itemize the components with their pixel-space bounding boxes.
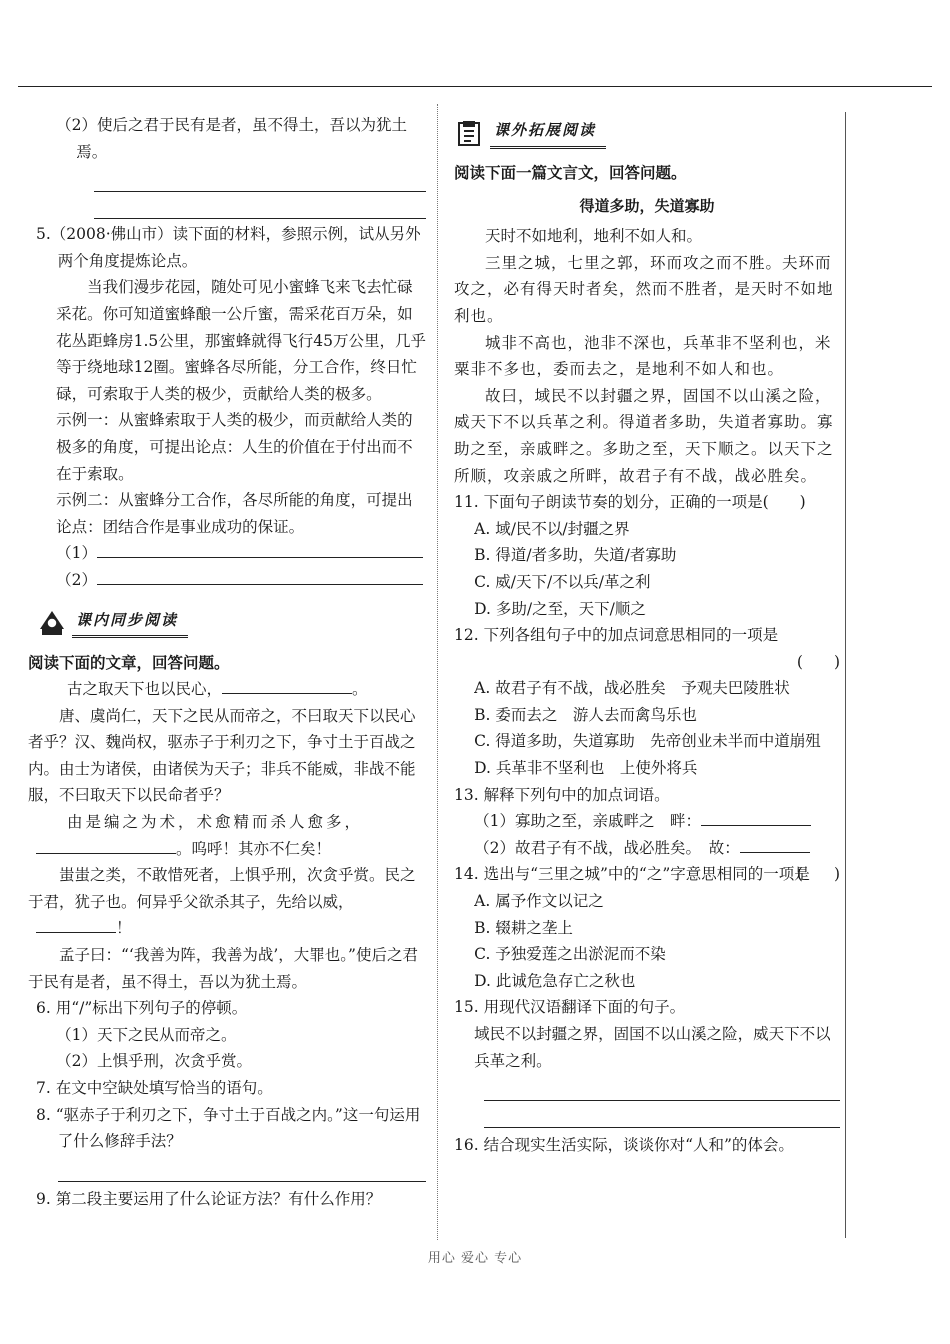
section-header-extended [454, 110, 840, 156]
passage-para-3b: 。呜呼！其亦不仁矣！ [36, 836, 426, 863]
passage-para-3a: 由是编之为术，术愈精而杀人愈多， [67, 813, 364, 832]
q11-option-d[interactable]: D. 多助/之至，天下/顺之 [474, 599, 646, 618]
fill-blank[interactable] [222, 676, 352, 694]
q11-option-c[interactable]: C. 威/天下/不以兵/革之利 [474, 572, 651, 591]
q14-answer-paren[interactable]: ( ) [796, 865, 840, 884]
q13-item-1: （1）寡助之至，亲戚畔之 畔： [454, 808, 840, 835]
answer-blank[interactable] [701, 808, 811, 826]
fill-blank[interactable] [36, 836, 176, 854]
q5-answer-1[interactable] [36, 540, 426, 567]
q5-example-1: 示例一：从蜜蜂索取于人类的极少，而贡献给人类的极多的角度，可提出论点：人生的价值在于付出而不在于索取。 [56, 411, 413, 483]
question-14: 14. 选出与“三里之城”中的“之”字意思相同的一项是 ( ) [454, 861, 840, 888]
question-16: 16. 结合现实生活实际，谈谈你对“人和”的体会。 [454, 1136, 794, 1155]
question-11: 11. 下面句子朗读节奏的划分，正确的一项是( ) [454, 493, 806, 512]
page-footer: 用心 爱心 专心 [427, 1251, 523, 1266]
q12-option-c[interactable]: C. 得道多助，失道寡助 先帝创业未半而中道崩殂 [474, 732, 821, 751]
question-5: 5.（2008·佛山市）读下面的材料，参照示例，试从另外两个角度提炼论点。 [36, 225, 421, 270]
question-9: 9. 第二段主要运用了什么论证方法？有什么作用？ [36, 1189, 382, 1208]
q12-option-d[interactable]: D. 兵革非不坚利也 上使外将兵 [474, 759, 698, 778]
answer-line[interactable] [484, 1074, 840, 1101]
q11-option-a[interactable]: A. 域/民不以/封疆之界 [474, 519, 630, 538]
question-13: 13. 解释下列句中的加点词语。 [454, 785, 670, 804]
answer-blank[interactable] [740, 835, 810, 853]
q6-item-2: （2）上惧乎刑，次贪乎赏。 [56, 1052, 253, 1071]
answer-line[interactable] [484, 1101, 840, 1128]
book-icon [454, 117, 486, 149]
right-column [454, 112, 840, 1159]
passage-para-2: 唐、虞尚仁，天下之民从而帝之，不曰取天下以民心者乎？汉、魏尚权，驱赤子于利刃之下，争寸土于百战之内。由士为诸侯，由诸侯为天子；非兵不能威，非战不能服，不曰取天下以民命者乎？ [28, 706, 416, 805]
q12-option-b[interactable]: B. 委而去之 游人去而禽鸟乐也 [474, 705, 697, 724]
section-title: 课外拓展阅读 [490, 117, 606, 149]
q13-item-2: （2）故君子有不战，战必胜矣。 故： [454, 835, 840, 862]
column-divider [437, 104, 438, 1240]
answer-line[interactable] [94, 192, 426, 219]
right-border [845, 112, 846, 1238]
q5-answer-2-label: （2） [56, 570, 98, 589]
q5-example-2: 示例二：从蜜蜂分工合作，各尽所能的角度，可提出论点：团结合作是事业成功的保证。 [56, 491, 413, 536]
passage-para-4: 故曰，域民不以封疆之界，固国不以山溪之险，威天下不以兵革之利。得道者多助，失道者寡助。寡助之至，亲戚畔之。多助之至，天下顺之。以天下之所顺，攻亲戚之所畔，故君子有不战，战必胜矣。 [454, 386, 834, 485]
q4-item-2: （2）使后之君于民有是者，虽不得土，吾以为犹土焉。 [56, 116, 408, 161]
q6-item-1: （1）天下之民从而帝之。 [56, 1025, 237, 1044]
passage-para-1: 天时不如地利，地利不如人和。 [485, 227, 703, 246]
question-12: 12. 下列各组句子中的加点词意思相同的一项是 [454, 626, 779, 645]
passage-para-4-end: ！ [36, 915, 426, 942]
q5-answer-2[interactable] [36, 567, 426, 594]
q5-answer-1-label: （1） [56, 544, 98, 563]
q14-option-a[interactable]: A. 属予作文以记之 [474, 892, 604, 911]
question-6: 6. 用“/”标出下列句子的停顿。 [36, 999, 248, 1018]
section-instruction: 阅读下面的文章，回答问题。 [28, 652, 230, 672]
answer-blank[interactable] [97, 567, 423, 585]
q14-option-c[interactable]: C. 予独爱莲之出淤泥而不染 [474, 945, 666, 964]
section-instruction: 阅读下面一篇文言文，回答问题。 [454, 163, 687, 182]
passage-para-4: 蚩蚩之类，不敢惜死者，上惧乎刑，次贪乎赏。民之于君，犹子也。何异乎父欲杀其子，先给以威， [28, 866, 416, 911]
passage-para-3: 城非不高也，池非不深也，兵革非不坚利也，米粟非不多也，委而去之，是地利不如人和也。 [454, 333, 832, 379]
answer-line[interactable] [94, 165, 426, 192]
q12-answer-paren[interactable]: ( ) [796, 652, 840, 671]
question-7: 7. 在文中空缺处填写恰当的语句。 [36, 1079, 273, 1097]
q11-option-b[interactable]: B. 得道/者多助，失道/者寡助 [474, 546, 677, 565]
book-reader-icon [36, 607, 68, 639]
q12-option-a[interactable]: A. 故君子有不战，战必胜矣 予观夫巴陵胜状 [474, 679, 790, 698]
q5-passage: 当我们漫步花园，随处可见小蜜蜂飞来飞去忙碌采花。你可知道蜜蜂酿一公斤蜜，需采花百万朵，如花丛距蜂房1.5公里，那蜜蜂就得飞行45万公里，几乎等于绕地球12圈。蜜蜂各尽所能，分工合作，终日忙碌，可索取于人类的极少，贡献给人类的极多。 [56, 278, 427, 403]
question-8: 8. “驱赤子于利刃之下，争寸土于百战之内。”这一句运用了什么修辞手法？ [36, 1105, 421, 1151]
section-title: 课内同步阅读 [72, 607, 188, 639]
answer-line[interactable] [58, 1155, 426, 1182]
top-rule [18, 86, 932, 87]
left-column [28, 112, 427, 1212]
passage-para-5: 孟子曰：“‘我善为阵，我善为战’，大罪也。”使后之君于民有是者，虽不得土，吾以为犹土焉。 [28, 946, 418, 991]
answer-blank[interactable] [97, 540, 423, 558]
passage-para-1: 古之取天下也以民心， 。 [36, 676, 426, 703]
passage-para-2: 三里之城，七里之郭，环而攻之而不胜。夫环而攻之，必有得天时者矣，然而不胜者，是天时不如地利也。 [454, 253, 834, 325]
q14-option-d[interactable]: D. 此诚危急存亡之秋也 [474, 971, 636, 990]
passage-title: 得道多助，失道寡助 [579, 196, 715, 215]
section-header-in-class [36, 600, 426, 646]
q15-sentence: 域民不以封疆之界，固国不以山溪之险，威天下不以兵革之利。 [474, 1025, 831, 1070]
q14-option-b[interactable]: B. 辍耕之垄上 [474, 918, 573, 937]
question-15: 15. 用现代汉语翻译下面的句子。 [454, 998, 686, 1017]
fill-blank[interactable] [36, 915, 116, 933]
